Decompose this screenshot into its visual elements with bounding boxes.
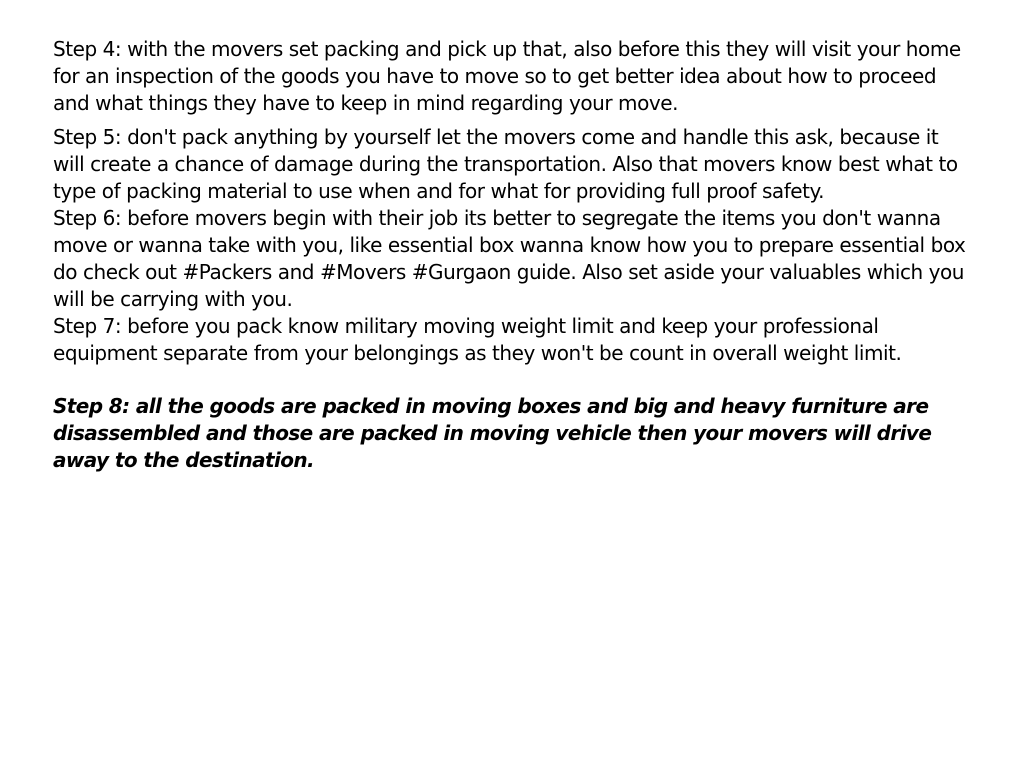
step-7-paragraph: Step 7: before you pack know military moving weight limit and keep your professional equipment separate from your belongings as they won't be count in overall weight limit.: [53, 314, 902, 365]
step-5-paragraph: Step 5: don't pack anything by yourself let the movers come and handle this ask, because it will create a chance of damage during the transportation. Also that movers know best what to type of packing material to use when and for what for providing full proof safety.: [53, 125, 958, 203]
slide-body: [53, 36, 973, 474]
step-8-paragraph: Step 8: all the goods are packed in moving boxes and big and heavy furniture are disassembled and those are packed in moving vehicle then your movers will drive away to the destination.: [53, 394, 932, 472]
step-6-paragraph: Step 6: before movers begin with their job its better to segregate the items you don't wanna move or wanna take with you, like essential box wanna know how you to prepare essential box do check out #Packers and #Movers #Gurgaon guide. Also set aside your valuables which you will be carrying with you.: [53, 206, 966, 311]
step-4-paragraph: Step 4: with the movers set packing and pick up that, also before this they will visit your home for an inspection of the goods you have to move so to get better idea about how to proceed and what things they have to keep in mind regarding your move.: [53, 37, 961, 115]
